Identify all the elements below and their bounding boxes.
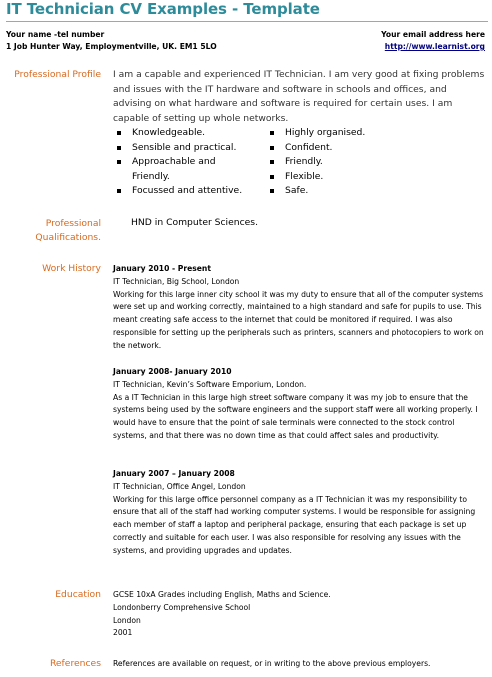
qualifications-label-line2: Qualifications.: [35, 232, 101, 243]
qualifications-label-line1: Professional: [45, 218, 101, 229]
list-item: Sensible and practical.: [115, 141, 255, 156]
skills-list-left: [115, 126, 255, 199]
job-description: Working for this large inner city school it was my duty to ensure that all of the computer systems were set up and working correctly, maintained to a high standard and safe for pupils to use. This meant creating safe access to the internet that could be monitored if required. I was also responsible for setting up the peripherals such as printers, scanners and photocopiers to work on the network.: [113, 289, 484, 350]
job-description: Working for this large office personnel company as a IT Technician it was my responsibility to ensure that all of the staff had working computer systems. I would be responsible for assigning each member of staff a laptop and peripheral package, ensuring that each package is set up correctly and suitable for each user. I was also responsible for resolving any issues with the systems, and providing upgrades and updates.: [113, 494, 476, 555]
list-item: Approachable and Friendly.: [115, 155, 255, 184]
education-details: [113, 589, 488, 640]
page-title: IT Technician CV Examples - Template: [6, 0, 320, 18]
education-line: 2001: [113, 628, 133, 638]
profile-text: I am a capable and experienced IT Technician. I am very good at fixing problems and issues with the IT hardware and software in schools and offices, and advising on what hardware and software is required for certain uses. I am capable of setting up whole networks.: [113, 69, 485, 124]
job-dates: January 2010 - Present: [113, 264, 211, 273]
contact-web: [381, 29, 485, 53]
job-dates: January 2007 – January 2008: [113, 469, 235, 478]
list-item: Flexible.: [268, 170, 398, 185]
address-line: 1 Job Hunter Way, Employmentville, UK. EM1 5LO: [6, 42, 217, 51]
list-item: Focussed and attentive.: [115, 184, 255, 199]
list-item: Confident.: [268, 141, 398, 156]
list-item: Friendly.: [268, 155, 398, 170]
email-label: Your email address here: [381, 30, 485, 39]
job-role: IT Technician, Office Angel, London: [113, 481, 246, 491]
job-entry: [113, 468, 488, 558]
education-line: Londonberry Comprehensive School: [113, 602, 251, 612]
contact-details: [6, 29, 217, 53]
job-description: As a IT Technician in this large high street software company it was my job to ensure that the systems being used by the software engineers and the support staff were all working properly. I would have to ensure that the point of sale terminals were connected to the stock control systems, and that there was no down time as that could affect sales and productivity.: [113, 392, 478, 440]
section-label-education: Education: [55, 589, 101, 600]
job-role: IT Technician, Big School, London: [113, 276, 240, 286]
section-label-profile: Professional Profile: [14, 69, 101, 80]
references-text: References are available on request, or in writing to the above previous employers.: [113, 659, 431, 668]
section-label-references: References: [49, 658, 101, 669]
name-phone-line: Your name -tel number: [6, 30, 105, 39]
section-label-qualifications: [35, 217, 101, 245]
list-item: Highly organised.: [268, 126, 398, 141]
job-dates: January 2008- January 2010: [113, 367, 232, 376]
job-role: IT Technician, Kevin’s Software Emporium, London.: [113, 379, 307, 389]
title-divider: [6, 21, 488, 22]
section-label-work-history: Work History: [42, 263, 101, 274]
qualifications-text: HND in Computer Sciences.: [131, 217, 258, 228]
website-link[interactable]: http://www.learnist.org: [384, 42, 485, 51]
list-item: Knowledgeable.: [115, 126, 255, 141]
job-entry: [113, 366, 488, 443]
skills-list-right: [268, 126, 398, 199]
education-line: London: [113, 615, 141, 625]
education-line: GCSE 10xA Grades including English, Maths and Science.: [113, 590, 331, 599]
job-entry: [113, 263, 488, 353]
list-item: Safe.: [268, 184, 398, 199]
